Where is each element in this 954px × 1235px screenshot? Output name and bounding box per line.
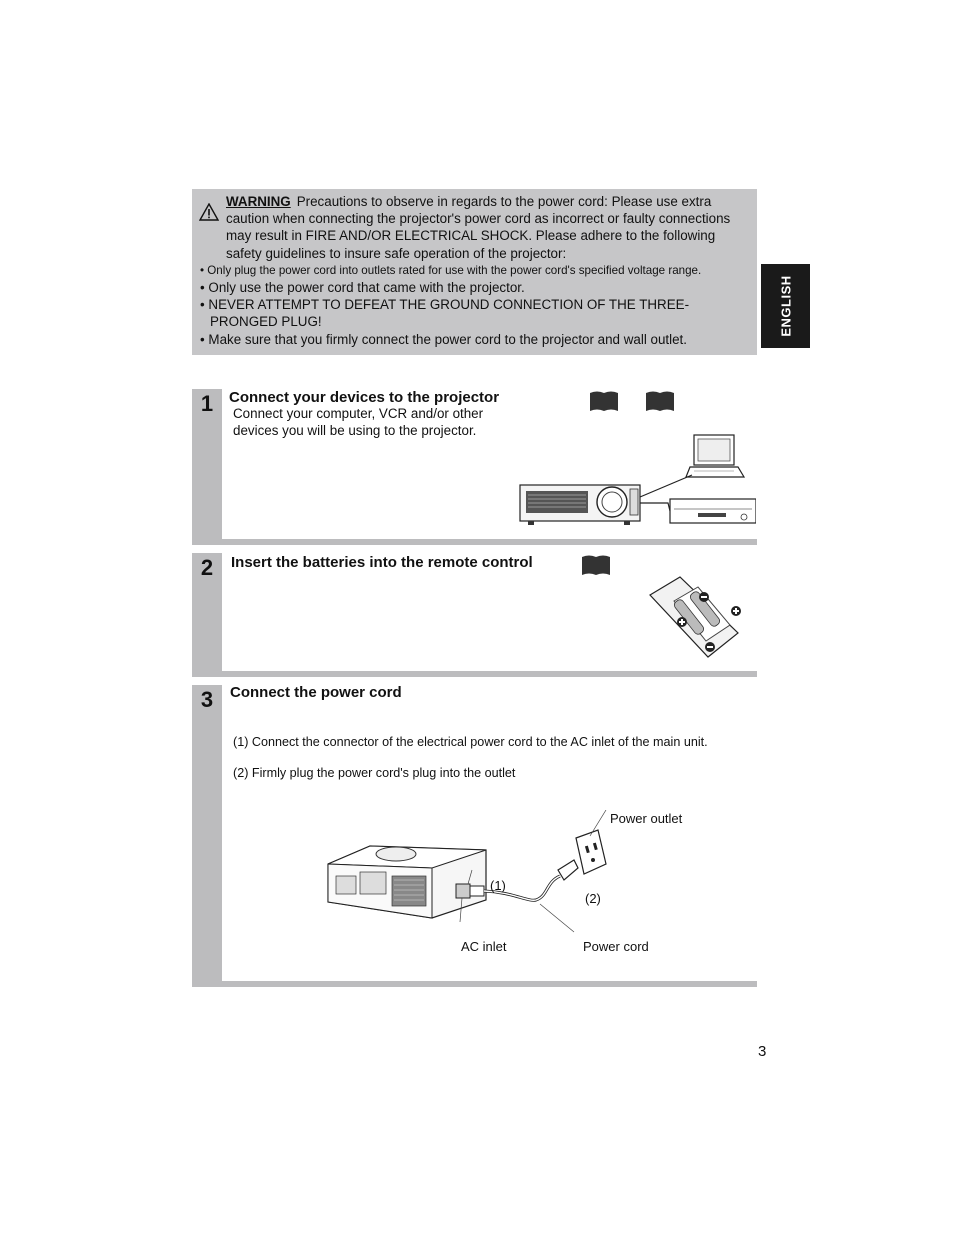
step-divider [192,539,757,545]
warning-box [192,189,757,355]
step-1-marker: (1) [490,878,506,893]
warning-icon [199,203,219,221]
instruction-1: (1) Connect the connector of the electrical power cord to the AC inlet of the main unit. [233,735,708,749]
remote-control-icon [650,577,738,657]
ac-inlet-label: AC inlet [461,939,507,954]
warning-bullet: • Only plug the power cord into outlets rated for use with the power cord's specified voltage range. [200,263,702,277]
book-icon [589,390,619,412]
step-divider [192,671,757,677]
vcr-icon [670,499,756,523]
step-number: 1 [200,391,214,416]
step-bar [192,685,222,987]
step-title: Connect the power cord [230,684,402,701]
laptop-icon [686,435,744,477]
page-number: 3 [758,1043,767,1060]
projector-connection-illustration [518,433,756,528]
step-number: 3 [200,687,214,712]
warning-bullet: • NEVER ATTEMPT TO DEFEAT THE GROUND CONNECTION OF THE THREE-PRONGED PLUG! [200,297,690,330]
step-title: Insert the batteries into the remote control [231,554,533,571]
step-2-marker: (2) [585,891,601,906]
power-cord-label: Power cord [583,939,649,954]
warning-bullet: • Only use the power cord that came with the projector. [200,280,525,296]
language-tab [761,264,810,348]
warning-intro: Precautions to observe in regards to the power cord: Please use extra caution when connecting the projector's power cord as incorrect or faulty connections may result in FIRE AND/OR ELECTRICAL SHOCK. Please adhere to the following safety guidelines to insure safe operation of the projector: [226,194,731,261]
remote-battery-illustration [648,573,748,663]
book-icon [645,390,675,412]
projector-icon [520,485,640,525]
step-description: Connect your computer, VCR and/or other devices you will be using to the projector. [233,406,484,438]
book-icon [581,554,611,576]
power-outlet-label: Power outlet [610,811,683,826]
warning-bullet: • Make sure that you firmly connect the power cord to the projector and wall outlet. [200,331,687,347]
step-divider [192,981,757,987]
step-2-panel [192,553,757,677]
warning-label: WARNING [226,194,291,209]
power-cord-illustration [322,810,622,940]
step-3-panel [192,685,757,987]
ac-inlet-socket [456,884,470,898]
language-tab-label: ENGLISH [778,275,793,337]
step-1-panel [192,389,757,545]
projector-rear-icon [328,846,486,918]
instruction-2: (2) Firmly plug the power cord's plug into the outlet [233,766,516,780]
step-number: 2 [200,555,214,580]
step-title: Connect your devices to the projector [229,389,500,406]
warning-intro-line [200,193,749,262]
power-outlet-icon [576,830,606,874]
